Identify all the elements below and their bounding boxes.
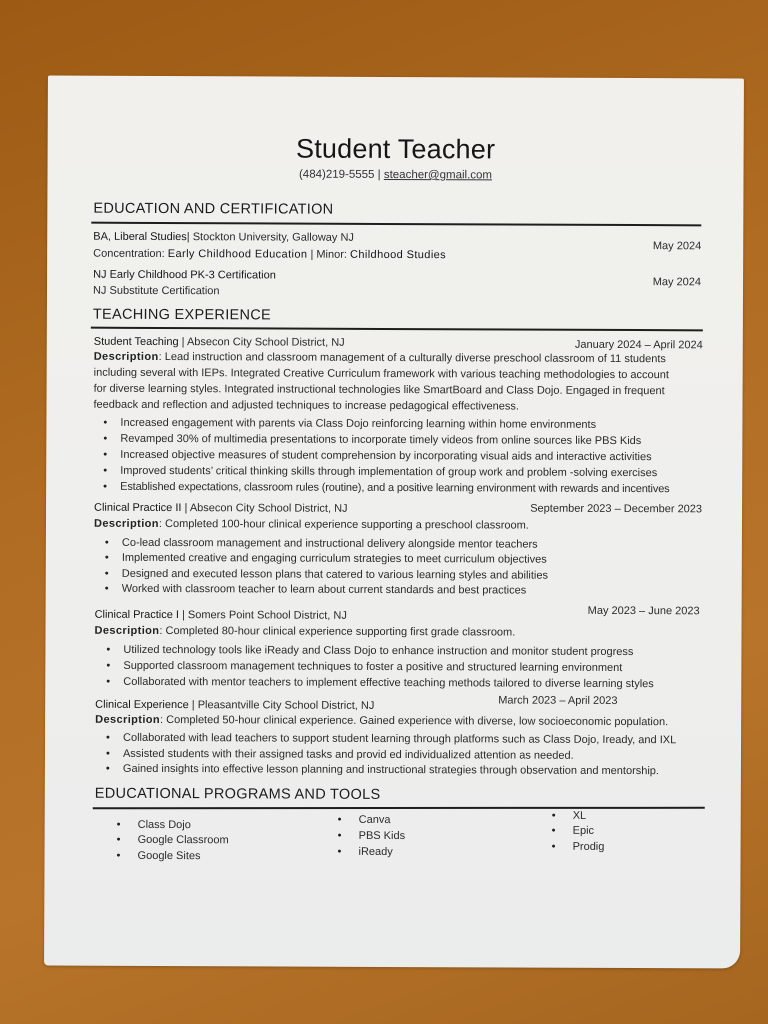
education-date: May 2024 [652,240,702,253]
concentration: Early Childhood Education [167,248,308,261]
job-heading [94,336,345,349]
education-degree-line [93,231,354,244]
section-title-tools: EDUCATIONAL PROGRAMS AND TOOLS [94,785,381,803]
description-text: : Completed 50-hour clinical experience. Gained experience with diverse, low socioeconomic population. [160,713,669,729]
bullet-item: • Supported classroom management techniques to foster a positive and structured learning environment [123,660,622,674]
description-text: for diverse learning styles. Integrated instructional technologies like SmartBoard and Class Dojo. Engaged in frequent [93,382,665,398]
job-heading [94,502,348,515]
job-role: Student Teaching [93,335,179,349]
description-label: Description [94,624,160,637]
bullet-item: • Utilized technology tools like iReady and Class Dojo to enhance instruction and monitor student progress [123,644,633,658]
description-text: : Lead instruction and classroom management of a culturally diverse preschool classroom of 11 students [158,350,666,366]
job-place: | Somers Point School District, NJ [178,609,347,622]
minor: Childhood Studies [349,248,447,262]
section-divider [91,222,701,227]
section-title-education: EDUCATION AND CERTIFICATION [93,200,334,218]
bullet-item: • Increased engagement with parents via Class Dojo reinforcing learning within home environments [120,417,596,431]
job-place: | Absecon City School District, NJ [178,336,345,349]
job-description-line [95,714,668,729]
job-heading [95,609,347,622]
tool-item: • Canva [359,814,391,826]
description-text: : Completed 100-hour clinical experience supporting a preschool classroom. [158,517,529,532]
section-divider [91,327,703,332]
degree: BA, Liberal Studies [93,230,187,244]
substitute-certification: NJ Substitute Certification [92,284,220,298]
job-role: Clinical Practice II [94,501,182,515]
job-place: | Absecon City School District, NJ [181,502,348,515]
bullet-item: • Co-lead classroom management and instructional delivery alongside mentor teachers [122,537,538,551]
job-description-line [94,625,515,639]
certification: NJ Early Childhood PK-3 Certification [93,268,276,282]
tool-item: • Google Sites [138,850,201,862]
tool-item: • XL [573,810,587,822]
bullet-item: • Increased objective measures of student comprehension by incorporating visual aids and interactive activities [120,449,651,463]
section-divider [93,807,705,810]
certification-line [93,269,276,282]
description-label: Description [93,350,159,363]
bullet-item: • Revamped 30% of multimedia presentations to incorporate timely videos from online sources like PBS Kids [120,433,641,447]
description-label: Description [95,713,161,726]
contact-line [47,167,743,182]
job-date: January 2024 – April 2024 [574,338,703,352]
tool-item: • PBS Kids [359,830,406,842]
job-description-line [94,351,666,365]
school: | Stockton University, Galloway NJ [186,231,354,244]
separator: | [377,168,381,181]
description-label: Description [93,517,159,530]
education-concentration-line [93,248,446,262]
resume-paper [44,75,744,968]
job-place: | Pleasantville City School District, NJ [188,699,375,712]
bullet-item: • Gained insights into effective lesson planning and instructional strategies through observation and mentorship. [123,763,659,777]
certification-date: May 2024 [652,276,702,289]
bullet-item: • Established expectations, classroom rules (routine), and a positive learning environment with rewards and incentives [120,481,669,495]
job-role: Clinical Experience [95,698,189,712]
tool-item: • Google Classroom [138,834,229,846]
bullet-item: • Collaborated with lead teachers to support student learning through platforms such as Class Dojo, Iready, and IXL [123,732,676,746]
bullet-item: • Worked with classroom teacher to learn about current standards and best practices [122,583,527,597]
bullet-item: • Implemented creative and engaging curriculum strategies to meet curriculum objectives [122,552,547,566]
job-date: March 2023 – April 2023 [498,694,618,707]
job-description-line [94,518,529,532]
description-text: : Completed 80-hour clinical experience supporting first grade classroom. [159,624,516,639]
tool-item: • Prodig [573,841,605,853]
job-role: Clinical Practice I [94,608,179,622]
description-text: feedback and reflection and adjusted techniques to increase pedagogical effectiveness. [93,398,519,413]
job-date: September 2023 – December 2023 [530,502,703,516]
bullet-item: • Collaborated with mentor teachers to implement effective teaching methods tailored to diverse learning styles [123,676,654,690]
job-heading [95,699,374,712]
tool-item: • iReady [359,846,393,858]
section-title-teaching: TEACHING EXPERIENCE [92,306,272,324]
concentration-label: Concentration: [93,247,168,261]
job-date: May 2023 – June 2023 [587,604,700,618]
phone: (484)219-5555 [298,168,375,181]
resume-name: Student Teacher [295,133,496,165]
tool-item: • Class Dojo [138,819,191,831]
bullet-item: • Assisted students with their assigned tasks and provid ed individualized attention as needed. [123,748,574,762]
minor-label: | Minor: [307,248,351,261]
description-text: including several with IEPs. Integrated Creative Curriculum framework with various teaching methodologies to account [93,366,670,382]
email-link[interactable]: steacher@gmail.com [383,168,493,182]
tool-item: • Epic [573,825,594,837]
bullet-item: • Designed and executed lesson plans that catered to various learning styles and abilities [122,568,548,582]
bullet-item: • Improved students’ critical thinking skills through implementation of group work and problem -solving exercises [120,465,657,479]
